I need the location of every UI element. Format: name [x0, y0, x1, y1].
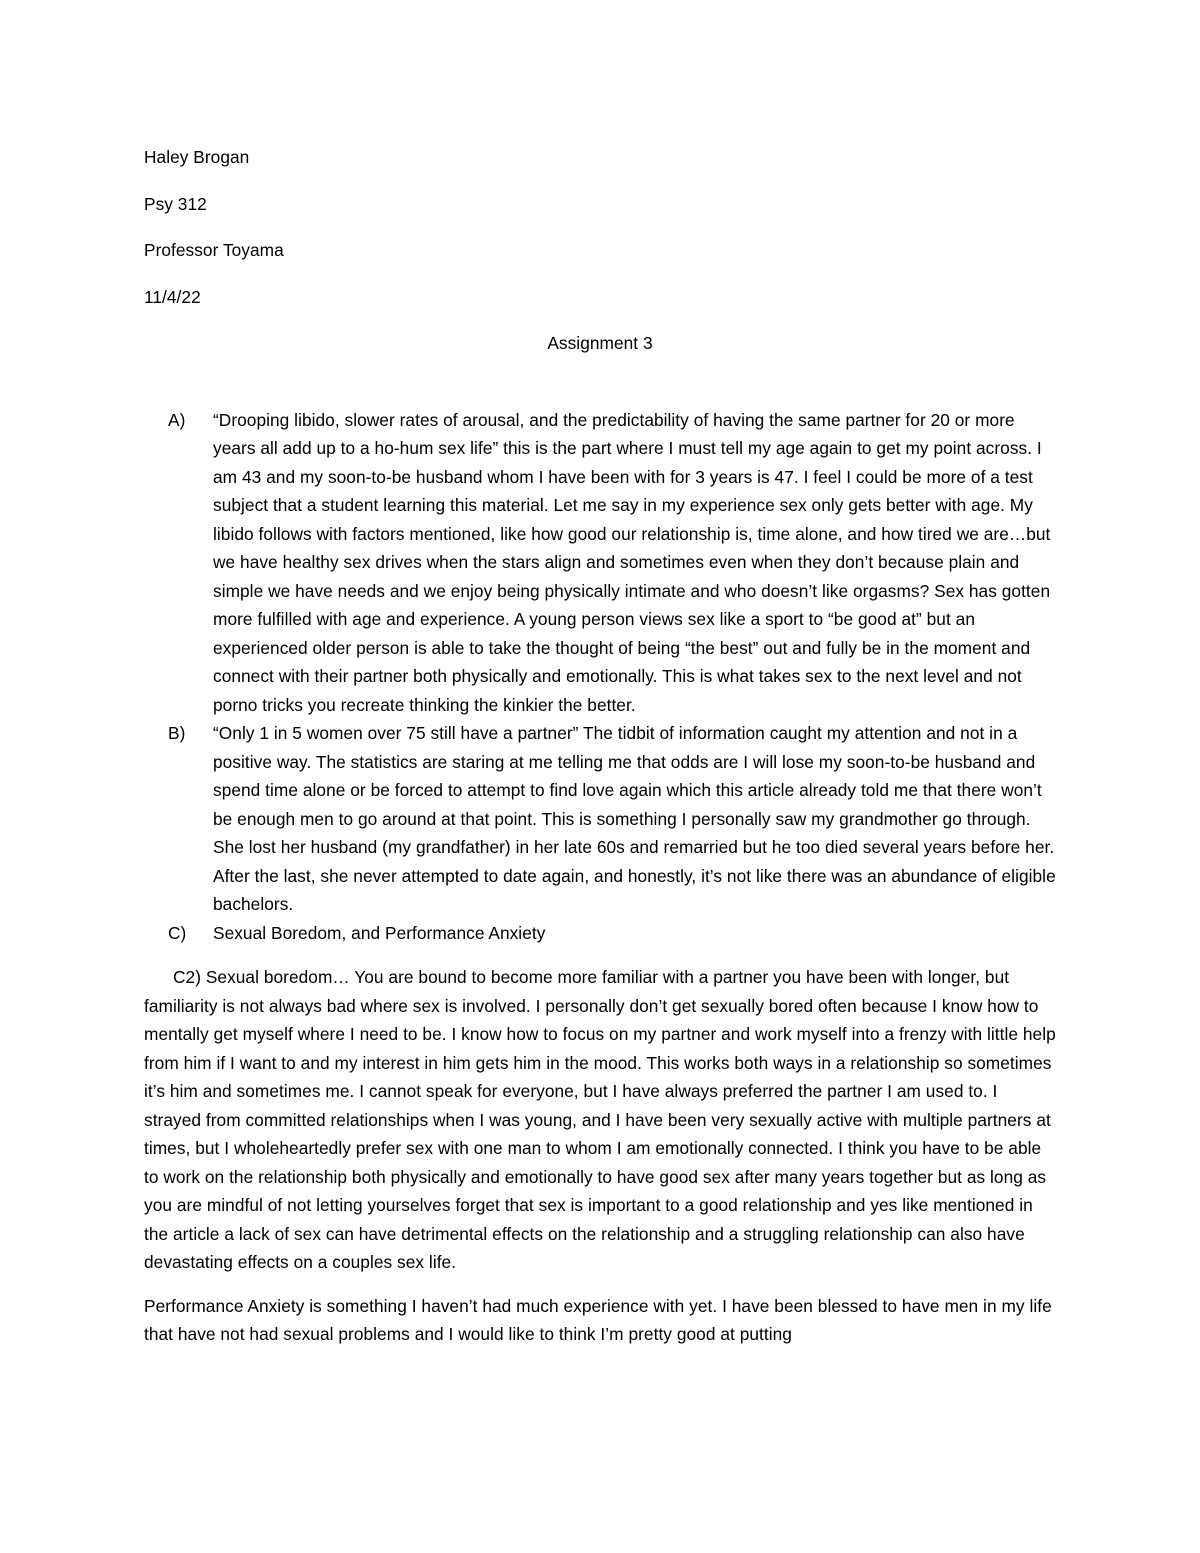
list-item-c	[144, 919, 1056, 948]
paragraph-c2: C2) Sexual boredom… You are bound to become more familiar with a partner you have been with longer, but familiarity is not always bad where sex is involved. I personally don’t get sexually bored often because I know how to mentally get myself where I need to be. I know how to focus on my partner and work myself into a frenzy with little help from him if I want to and my interest in him gets him in the mood. This works both ways in a relationship so sometimes it’s him and sometimes me. I cannot speak for everyone, but I have always preferred the partner I am used to. I strayed from committed relationships when I was young, and I have been very sexually active with multiple partners at times, but I wholeheartedly prefer sex with one man to whom I am emotionally connected. I think you have to be able to work on the relationship both physically and emotionally to have good sex after many years together but as long as you are mindful of not letting yourselves forget that sex is important to a good relationship and yes like mentioned in the article a lack of sex can have detrimental effects on the relationship and a struggling relationship can also have devastating effects on a couples sex life.	[144, 967, 1056, 1272]
document-title: Assignment 3	[547, 333, 653, 353]
author-name: Haley Brogan	[144, 147, 250, 167]
document-body	[144, 143, 1056, 1349]
submission-date: 11/4/22	[144, 286, 201, 307]
list-item-text: “Drooping libido, slower rates of arousal, and the predictability of having the same partner for 20 or more years all add up to a ho-hum sex life” this is the part where I must tell my age again to get my point across. I am 43 and my soon-to-be husband whom I have been with for 3 years is 47. I feel I could be more of a test subject that a student learning this material. Let me say in my experience sex only gets better with age. My libido follows with factors mentioned, like how good our relationship is, time alone, and how tired we are…but we have healthy sex drives when the stars align and sometimes even when they don’t because plain and simple we have needs and we enjoy being physically intimate and who doesn’t like orgasms? Sex has gotten more fulfilled with age and experience. A young person views sex like a sport to “be good at” but an experienced older person is able to take the thought of being “the best” out and fully be in the moment and connect with their partner both physically and emotionally. This is what takes sex to the next level and not porno tricks you recreate thinking the kinkier the better.	[213, 409, 1051, 715]
list-marker: A)	[168, 409, 186, 430]
course-name: Psy 312	[144, 193, 207, 214]
list-item-a	[144, 406, 1056, 720]
list-item-b	[144, 719, 1056, 919]
paragraph-performance-anxiety: Performance Anxiety is something I haven’t had much experience with yet. I have been blessed to have men in my life that have not had sexual problems and I would like to think I’m pretty good at putting	[144, 1295, 1052, 1344]
answer-list	[144, 406, 1056, 948]
list-item-text: Sexual Boredom, and Performance Anxiety	[213, 922, 546, 943]
professor-name: Professor Toyama	[144, 240, 284, 260]
list-marker: B)	[168, 723, 186, 743]
list-marker: C)	[168, 922, 187, 943]
list-item-text: “Only 1 in 5 women over 75 still have a partner” The tidbit of information caught my attention and not in a positive way. The statistics are staring at me telling me that odds are I will lose my soon-to-be husband and spend time alone or be forced to attempt to find love again which this article already told me that there won’t be enough men to go around at that point. This is something I personally saw my grandmother go through. She lost her husband (my grandfather) in her late 60s and remarried but he too died several years before her. After the last, she never attempted to date again, and honestly, it’s not like there was an abundance of eligible bachelors.	[213, 723, 1056, 914]
